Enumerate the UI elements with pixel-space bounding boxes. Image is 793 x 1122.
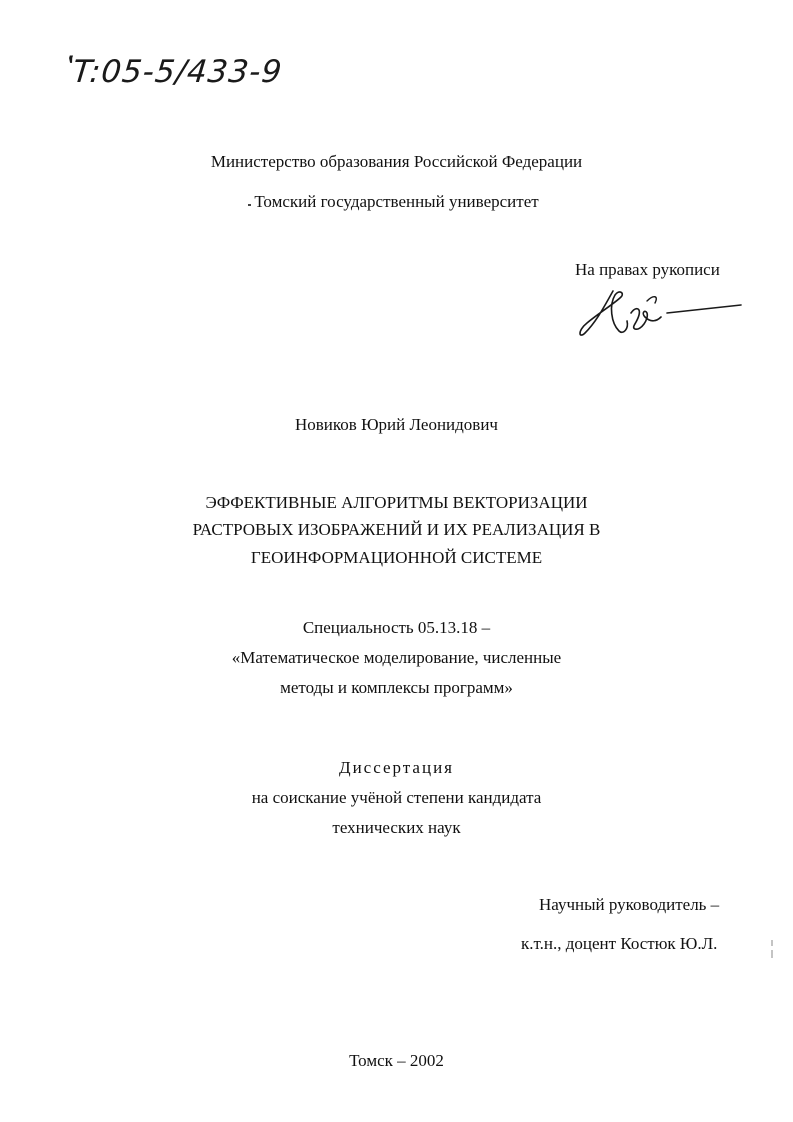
- signature-icon: [575, 283, 745, 343]
- manuscript-rights-label: На правах рукописи: [575, 260, 720, 279]
- degree-line-1: на соискание учёной степени кандидата: [251, 788, 542, 807]
- thesis-title-line-1: ЭФФЕКТИВНЫЕ АЛГОРИТМЫ ВЕКТОРИЗАЦИИ: [205, 493, 588, 512]
- specialty-line-3: методы и комплексы программ»: [280, 678, 513, 697]
- university-name: Томский государственный университет: [254, 192, 539, 211]
- city-year: Томск – 2002: [349, 1051, 444, 1070]
- author-name: Новиков Юрий Леонидович: [295, 415, 498, 434]
- handwritten-catalog-number: ʽT:05-5/433-9: [60, 54, 285, 90]
- degree-line-2: технических наук: [332, 818, 461, 837]
- dissertation-label: Диссертация: [338, 758, 454, 777]
- supervisor-name: к.т.н., доцент Костюк Ю.Л.: [521, 934, 718, 953]
- specialty-line-1: Специальность 05.13.18 –: [302, 618, 491, 637]
- scan-mark: [770, 940, 774, 960]
- ministry-name: Министерство образования Российской Федерации: [210, 152, 583, 171]
- specialty-line-2: «Математическое моделирование, численные: [231, 648, 562, 667]
- supervisor-label: Научный руководитель –: [539, 895, 720, 914]
- thesis-title-line-3: ГЕОИНФОРМАЦИОННОЙ СИСТЕМЕ: [250, 548, 543, 567]
- thesis-title-line-2: РАСТРОВЫХ ИЗОБРАЖЕНИЙ И ИХ РЕАЛИЗАЦИЯ В: [192, 520, 601, 539]
